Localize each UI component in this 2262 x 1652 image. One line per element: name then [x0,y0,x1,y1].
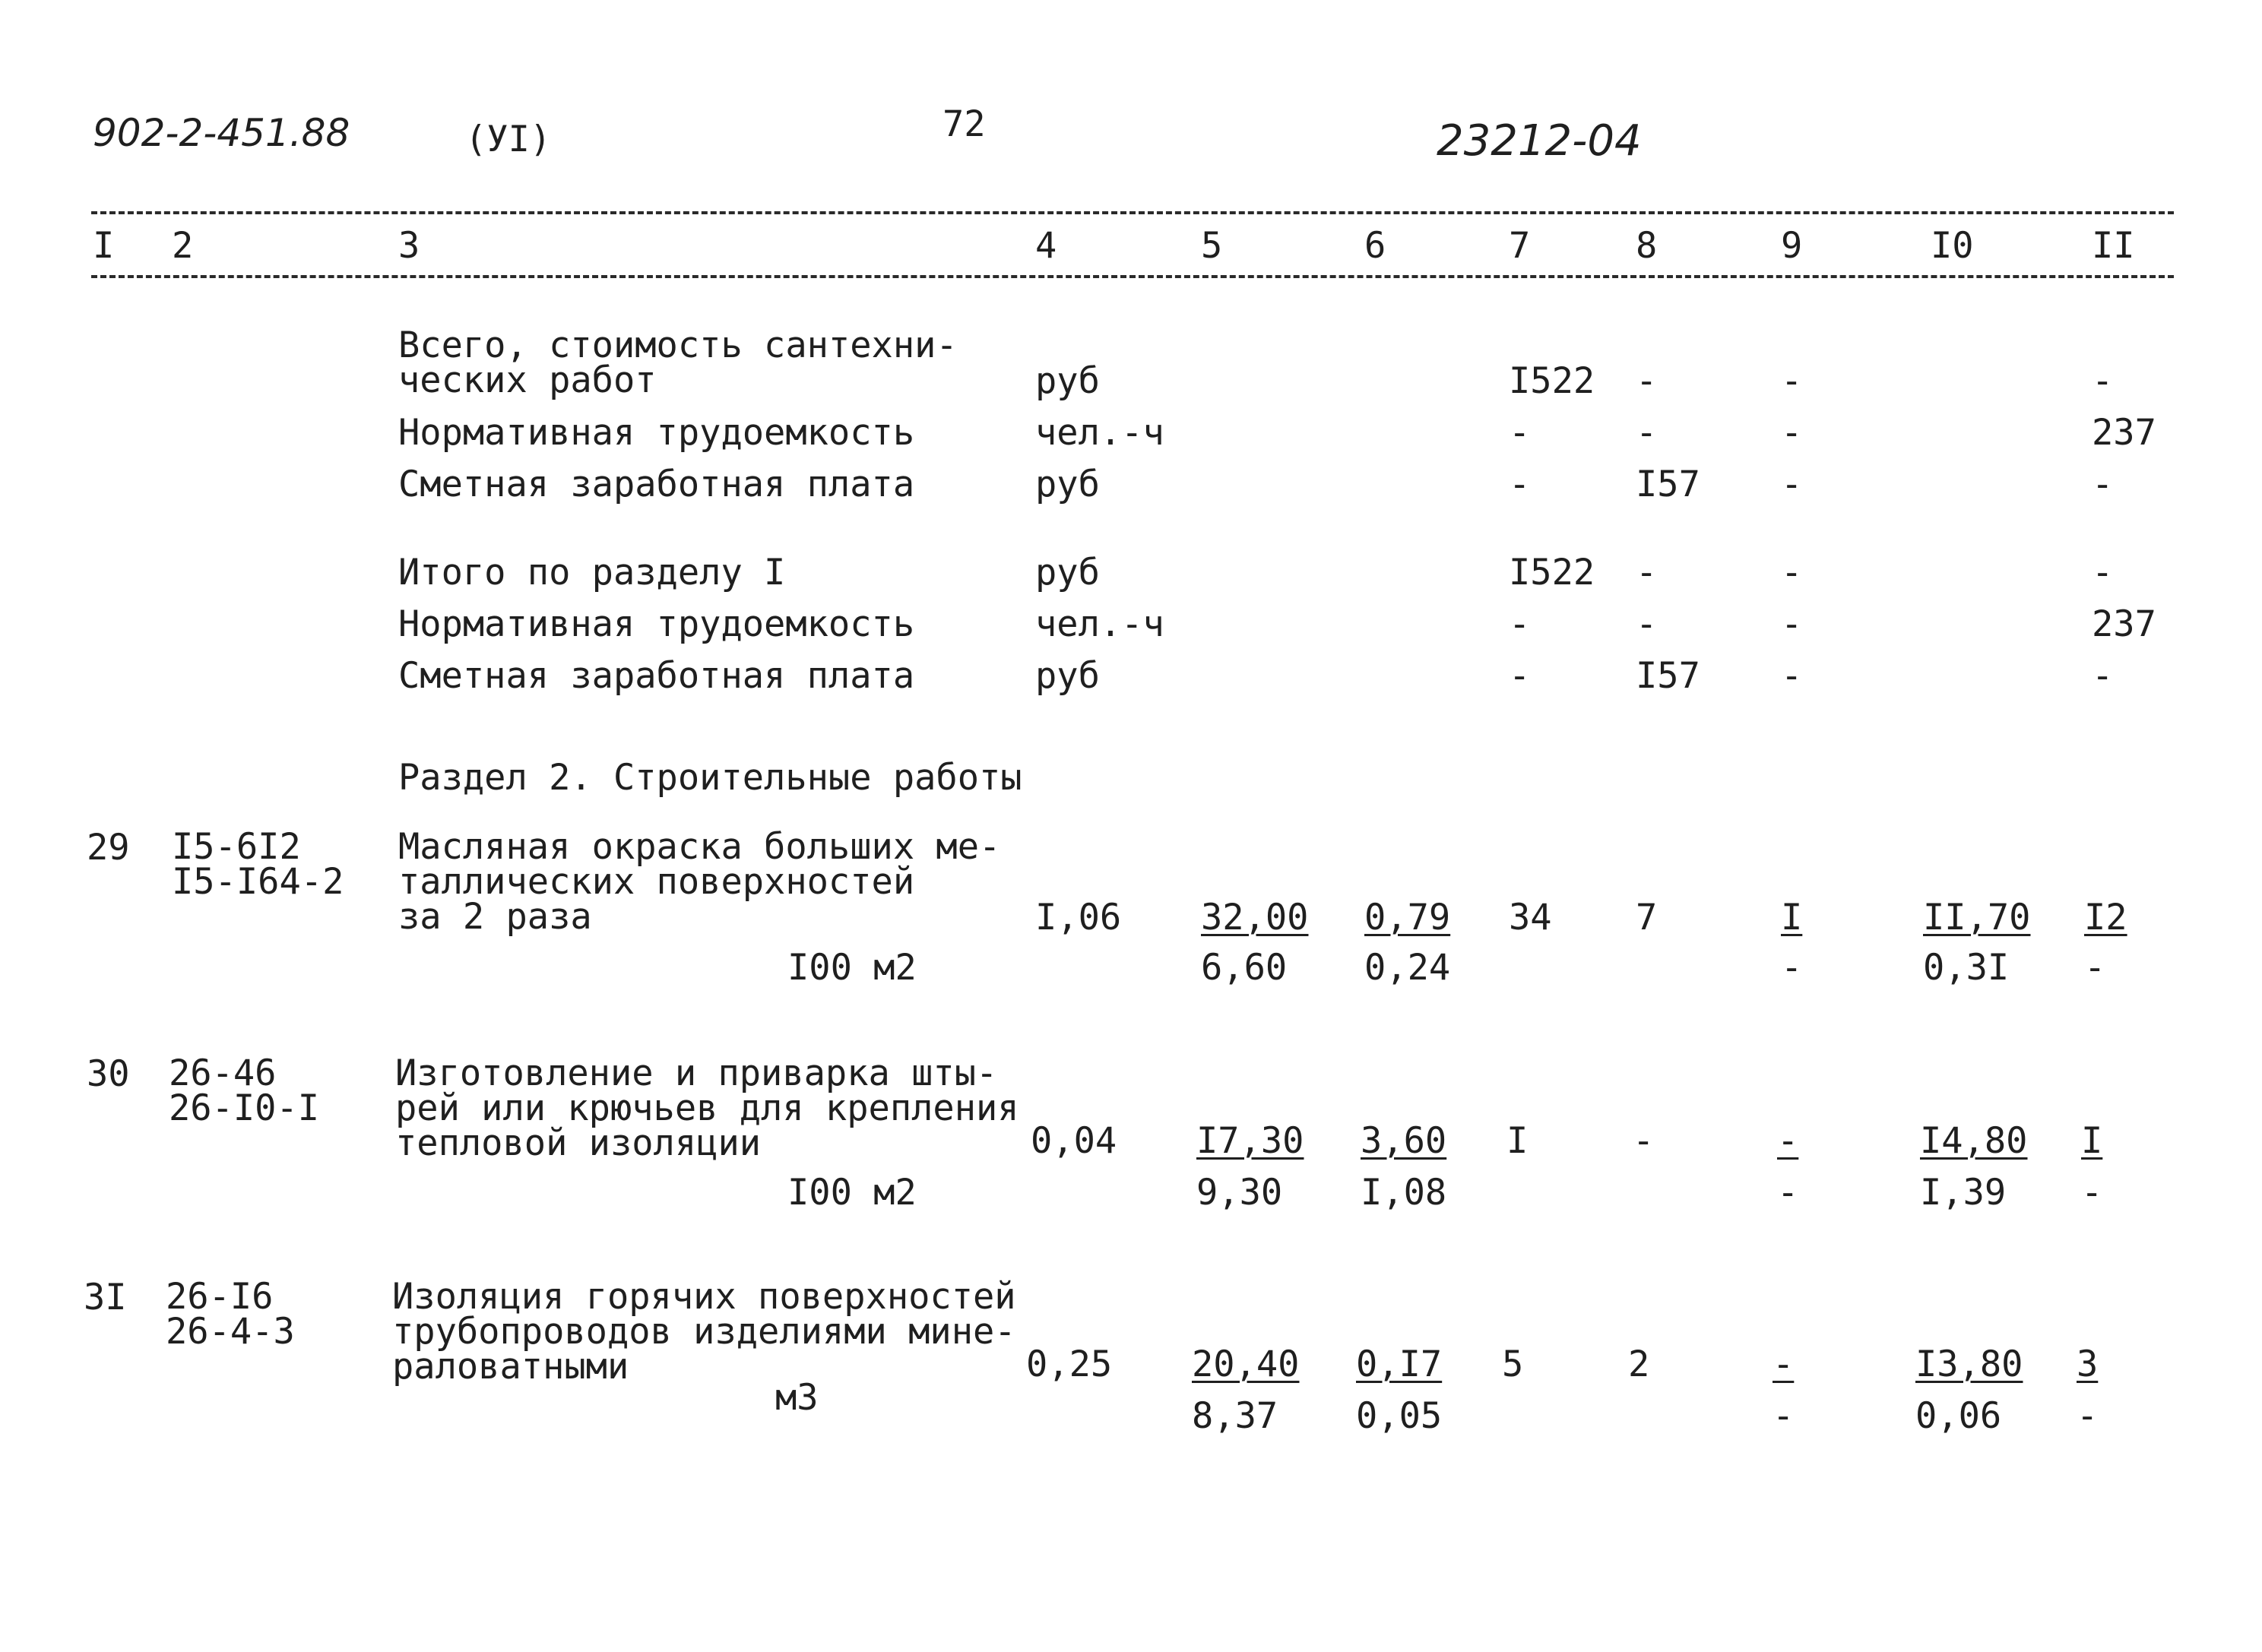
item-c6-top: 0,79 [1364,897,1451,938]
summary-value-c11: - [2092,655,2114,697]
summary-value-c11: - [2092,360,2114,402]
item-c10-top: I4,80 [1920,1120,2028,1162]
summary-unit: чел.-ч [1035,412,1164,454]
summary-unit: руб [1035,655,1100,697]
item-c11-top: 3 [2077,1343,2099,1385]
item-c10-bottom: 0,3I [1923,947,2010,989]
summary-value-c9: - [1781,603,1803,645]
item-measure-unit: I00 м2 [787,1172,917,1214]
summary-value-c9: - [1781,360,1803,402]
summary-value-c7: I522 [1509,552,1595,593]
col-header-1: I [93,225,115,267]
item-c5-top: I7,30 [1196,1120,1304,1162]
item-c8: 2 [1628,1343,1650,1385]
item-c6-bottom: I,08 [1361,1172,1447,1214]
summary-value-c9: - [1781,464,1803,505]
col-header-6: 6 [1364,225,1386,267]
item-c11-bottom: - [2077,1395,2099,1437]
summary-value-c11: 237 [2092,412,2156,454]
col-header-2: 2 [172,225,194,267]
summary-unit: руб [1035,552,1100,593]
col-header-8: 8 [1636,225,1658,267]
item-c5-top: 32,00 [1201,897,1309,938]
item-description: Изготовление и приварка шты- рей или крючьев для крепления тепловой изоляции [395,1052,1019,1164]
item-c11-bottom: - [2084,947,2106,989]
summary-labor-label: Нормативная трудоемкость [398,412,915,454]
item-c8: 7 [1636,897,1658,938]
item-norm-codes: 26-I6 26-4-3 [166,1276,295,1353]
col-header-5: 5 [1201,225,1223,267]
item-c9-bottom: - [1781,947,1803,989]
col-header-10: I0 [1931,225,1974,267]
item-c5-top: 20,40 [1192,1343,1300,1385]
col-header-9: 9 [1781,225,1803,267]
summary-value-c8: I57 [1636,464,1700,505]
item-c6-top: 0,I7 [1356,1343,1443,1385]
page-number: 72 [943,103,986,145]
summary-value-c7: I522 [1509,360,1595,402]
summary-value-c7: - [1509,464,1531,505]
document-code: 902-2-451.88 [93,111,350,155]
item-c6-bottom: 0,24 [1364,947,1451,989]
item-quantity: 0,25 [1026,1343,1113,1385]
summary-value-c8: - [1636,360,1658,402]
header-rule-bottom [91,275,2174,278]
item-c10-bottom: I,39 [1920,1172,2007,1214]
item-c9-bottom: - [1777,1172,1799,1214]
col-header-7: 7 [1509,225,1531,267]
item-c5-bottom: 8,37 [1192,1395,1278,1437]
col-header-3: 3 [398,225,420,267]
item-c9-top: - [1777,1120,1799,1162]
item-c7: I [1506,1120,1529,1162]
summary-value-c7: - [1509,412,1531,454]
item-c11-top: I [2081,1120,2103,1162]
section-total-label: Итого по разделу I [398,552,786,593]
item-measure-unit: м3 [775,1377,819,1419]
item-c8: - [1633,1120,1655,1162]
summary-value-c9: - [1781,552,1803,593]
col-header-4: 4 [1035,225,1057,267]
summary-value-c9: - [1781,655,1803,697]
summary-value-c11: - [2092,552,2114,593]
item-norm-codes: I5-6I2 I5-I64-2 [172,826,344,903]
header-rule-top [91,211,2174,214]
summary-wage-label: Сметная заработная плата [398,655,915,697]
summary-value-c8: - [1636,603,1658,645]
item-c5-bottom: 9,30 [1196,1172,1283,1214]
item-c9-bottom: - [1773,1395,1795,1437]
summary-value-c7: - [1509,603,1531,645]
item-c9-top: - [1773,1343,1795,1385]
item-c11-top: I2 [2084,897,2127,938]
summary-total-label: Всего, стоимость сантехни- ческих работ [398,324,958,401]
item-number: 3I [84,1277,127,1318]
item-quantity: 0,04 [1031,1120,1117,1162]
summary-value-c8: - [1636,552,1658,593]
item-c7: 34 [1509,897,1552,938]
summary-wage-label: Сметная заработная плата [398,464,915,505]
summary-value-c11: - [2092,464,2114,505]
item-description: Изоляция горячих поверхностей трубопроводов изделиями мине- раловатными [392,1276,1016,1388]
summary-unit: чел.-ч [1035,603,1164,645]
section-title: Раздел 2. Строительные работы [398,757,1022,799]
item-c10-bottom: 0,06 [1915,1395,2002,1437]
summary-value-c8: I57 [1636,655,1700,697]
summary-value-c11: 237 [2092,603,2156,645]
item-measure-unit: I00 м2 [787,947,917,989]
album-number: 23212-04 [1437,116,1642,166]
col-header-11: II [2092,225,2135,267]
item-c5-bottom: 6,60 [1201,947,1288,989]
summary-value-c8: - [1636,412,1658,454]
summary-unit: руб [1035,464,1100,505]
item-c10-top: I3,80 [1915,1343,2023,1385]
item-description: Масляная окраска больших ме- таллических поверхностей за 2 раза [398,826,1001,938]
summary-value-c9: - [1781,412,1803,454]
item-c9-top: I [1781,897,1803,938]
item-c6-top: 3,60 [1361,1120,1447,1162]
summary-labor-label: Нормативная трудоемкость [398,603,915,645]
volume-label: (УI) [465,119,552,160]
item-c10-top: II,70 [1923,897,2031,938]
item-c7: 5 [1502,1343,1524,1385]
item-c11-bottom: - [2081,1172,2103,1214]
summary-unit: руб [1035,360,1100,402]
item-quantity: I,06 [1035,897,1122,938]
item-number: 29 [87,827,130,869]
item-c6-bottom: 0,05 [1356,1395,1443,1437]
item-number: 30 [87,1053,130,1095]
item-norm-codes: 26-46 26-I0-I [169,1052,320,1129]
summary-value-c7: - [1509,655,1531,697]
